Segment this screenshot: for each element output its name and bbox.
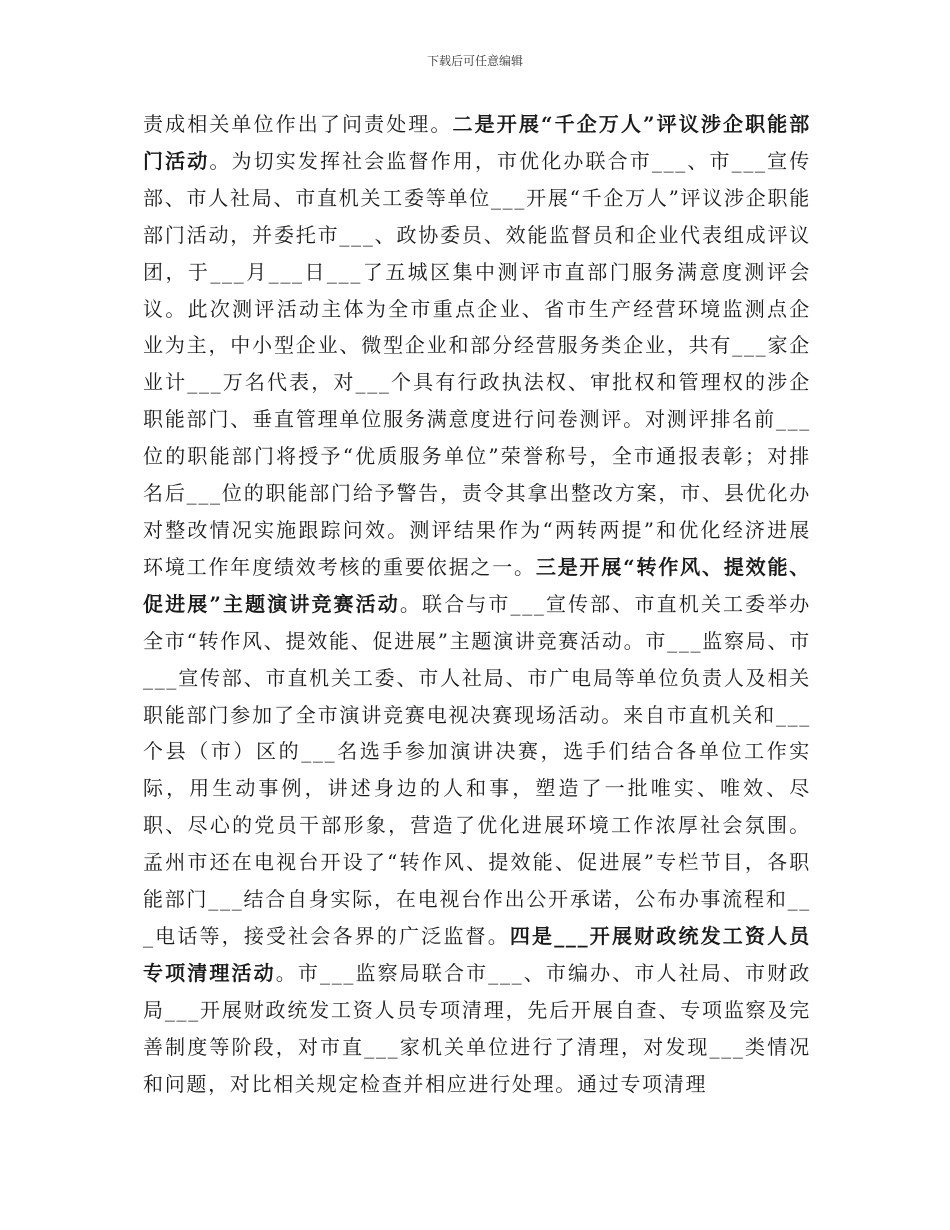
heading-item-3-speech-contest: 三是开展“转作风、提效能、促进展”主题演讲竞赛活动 [143, 554, 811, 616]
text-segment-7: 。市___监察局联合市___、市编办、市人社局、市财政局___开展财政统发工资人员专项清理，先后开展自查、专项监察及完善制度等阶段，对市直___家机关单位进行了清理，对发现___类情况和问题，对比相关规定检查并相应进行处理。通过专项清理 [143, 960, 811, 1096]
text-segment-1: 责成相关单位作出了问责处理。 [143, 112, 453, 136]
heading-item-4-payroll-cleanup: 四是___开展财政统发工资人员专项清理活动 [143, 923, 811, 985]
body-paragraph [143, 106, 811, 1102]
text-segment-3: 。为切实发挥社会监督作用，市优化办联合市___、市___宣传部、市人社局、市直机关工委等单位___开展“千企万人”评议涉企职能部门活动，并委托市___、政协委员、效能监督员和企业代表组成评议团，于___月___日___了五城区集中测评市直部门服务满意度测评会议。此次测评活动主体为全市重点企业、省市生产经营环境监测点企业为主，中小型企业、微型企业和部分经营服务类企业，共有___家企业计___万名代表，对___个具有行政执法权、审批权和管理权的涉企职能部门、垂直管理单位服务满意度进行问卷测评。对测评排名前___位的职能部门将授予“优质服务单位”荣誉称号，全市通报表彰；对排名后___位的职能部门给予警告，责令其拿出整改方案，市、县优化办对整改情况实施跟踪问效。测评结果作为“两转两提”和优化经济进展环境工作年度绩效考核的重要依据之一。 [143, 148, 811, 579]
text-segment-5: 。联合与市___宣传部、市直机关工委举办全市“转作风、提效能、促进展”主题演讲竞赛活动。市___监察局、市___宣传部、市直机关工委、市人社局、市广电局等单位负责人及相关职能部门参加了全市演讲竞赛电视决赛现场活动。来自市直机关和___个县（市）区的___名选手参加演讲决赛，选手们结合各单位工作实际，用生动事例，讲述身边的人和事，塑造了一批唯实、唯效、尽职、尽心的党员干部形象，营造了优化进展环境工作浓厚社会氛围。孟州市还在电视台开设了“转作风、提效能、促进展”专栏节目，各职能部门___结合自身实际，在电视台作出公开承诺，公布办事流程和___电话等，接受社会各界的广泛监督。 [143, 591, 812, 948]
page-header: 下载后可任意编辑 [426, 54, 523, 68]
heading-item-2-qianqi-wanren: 二是开展“千企万人”评议涉企职能部门活动 [143, 112, 811, 173]
